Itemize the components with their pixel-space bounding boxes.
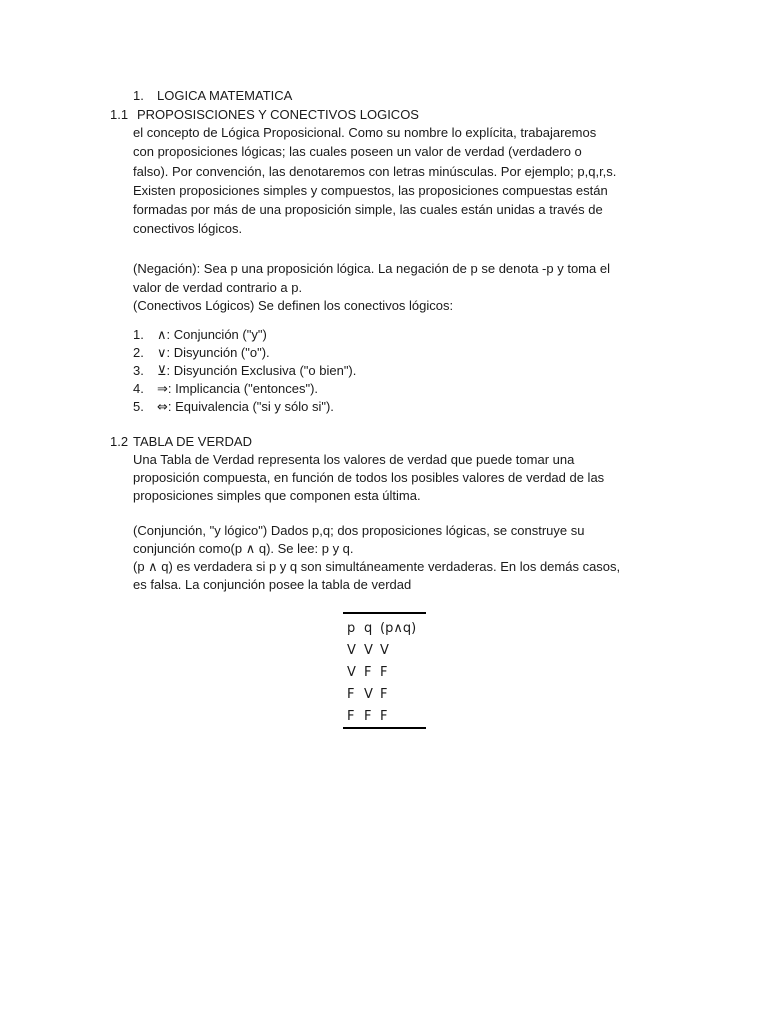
implication-arrow-icon: ⇒ bbox=[157, 382, 168, 397]
table-cell: F bbox=[347, 708, 355, 724]
list-item-text: : Conjunción ("y") bbox=[166, 327, 267, 342]
section-1-2-title: TABLA DE VERDAD bbox=[133, 434, 252, 449]
section-1-2-number: 1.2 bbox=[110, 434, 129, 449]
list-item-number: 5. bbox=[133, 399, 144, 414]
section-1-1-number: 1.1 bbox=[110, 107, 129, 122]
table-cell: F bbox=[380, 686, 388, 702]
list-item-number: 2. bbox=[133, 345, 144, 360]
list-item-text: : Disyunción Exclusiva ("o bien"). bbox=[166, 363, 357, 378]
table-cell: F bbox=[380, 708, 388, 724]
list-item-number: 3. bbox=[133, 363, 144, 378]
table-row bbox=[343, 705, 426, 728]
disjunction-symbol-icon: ∨ bbox=[157, 346, 167, 361]
paragraph-line: falso). Por convención, las denotaremos con letras minúsculas. Por ejemplo; p,q,r,s. bbox=[133, 164, 617, 179]
paragraph-line: Existen proposiciones simples y compuestos, las proposiciones compuestas están bbox=[133, 183, 608, 198]
section-1-1-title: PROPOSISCIONES Y CONECTIVOS LOGICOS bbox=[137, 107, 419, 122]
table-header-q: q bbox=[364, 620, 373, 636]
paragraph-line: con proposiciones lógicas; las cuales poseen un valor de verdad (verdadero o bbox=[133, 144, 582, 159]
list-item-number: 4. bbox=[133, 381, 144, 396]
paragraph-line: conjunción como(p ∧ q). Se lee: p y q. bbox=[133, 541, 354, 556]
table-cell: V bbox=[347, 664, 356, 680]
table-row bbox=[343, 683, 426, 705]
paragraph-line: el concepto de Lógica Proposicional. Como su nombre lo explícita, trabajaremos bbox=[133, 125, 597, 140]
list-item-text: : Disyunción ("o"). bbox=[166, 345, 270, 360]
table-cell: F bbox=[347, 686, 355, 702]
paragraph-line: proposición compuesta, en función de todos los posibles valores de verdad de las bbox=[133, 470, 605, 485]
paragraph-line: (p ∧ q) es verdadera si p y q son simultáneamente verdaderas. En los demás casos, bbox=[133, 559, 621, 574]
table-row bbox=[343, 661, 426, 683]
list-item-text: : Implicancia ("entonces"). bbox=[167, 381, 319, 396]
table-header-p: p bbox=[347, 620, 356, 636]
paragraph-line: proposiciones simples que componen esta última. bbox=[133, 488, 421, 503]
table-cell: V bbox=[380, 642, 389, 658]
list-item-number: 1. bbox=[133, 327, 144, 342]
conjunction-symbol-icon: ∧ bbox=[157, 328, 167, 343]
table-cell: F bbox=[364, 664, 372, 680]
paragraph-line: (Conjunción, "y lógico") Dados p,q; dos proposiciones lógicas, se construye su bbox=[133, 523, 585, 538]
heading-title: LOGICA MATEMATICA bbox=[157, 88, 293, 103]
heading-number: 1. bbox=[133, 88, 144, 103]
paragraph-line: (Conectivos Lógicos) Se definen los conectivos lógicos: bbox=[133, 298, 454, 313]
paragraph-line: es falsa. La conjunción posee la tabla de verdad bbox=[133, 577, 412, 592]
table-header-p-and-q: (p∧q) bbox=[380, 620, 417, 636]
table-cell: F bbox=[380, 664, 388, 680]
table-cell: V bbox=[364, 686, 373, 702]
paragraph-line: valor de verdad contrario a p. bbox=[133, 280, 303, 295]
table-row bbox=[343, 639, 426, 661]
paragraph-line: Una Tabla de Verdad representa los valores de verdad que puede tomar una bbox=[133, 452, 575, 467]
table-header-row bbox=[343, 613, 426, 639]
list-item-text: : Equivalencia ("si y sólo si"). bbox=[167, 399, 334, 414]
paragraph-line: conectivos lógicos. bbox=[133, 221, 243, 236]
paragraph-line: formadas por más de una proposición simple, las cuales están unidas a través de bbox=[133, 202, 603, 217]
truth-table bbox=[343, 612, 426, 729]
table-cell: V bbox=[347, 642, 356, 658]
equivalence-arrow-icon: ⇔ bbox=[157, 400, 168, 415]
table-cell: F bbox=[364, 708, 372, 724]
table-cell: V bbox=[364, 642, 373, 658]
exclusive-disjunction-symbol-icon: ⊻ bbox=[157, 364, 167, 379]
paragraph-line: (Negación): Sea p una proposición lógica. La negación de p se denota -p y toma el bbox=[133, 261, 610, 276]
